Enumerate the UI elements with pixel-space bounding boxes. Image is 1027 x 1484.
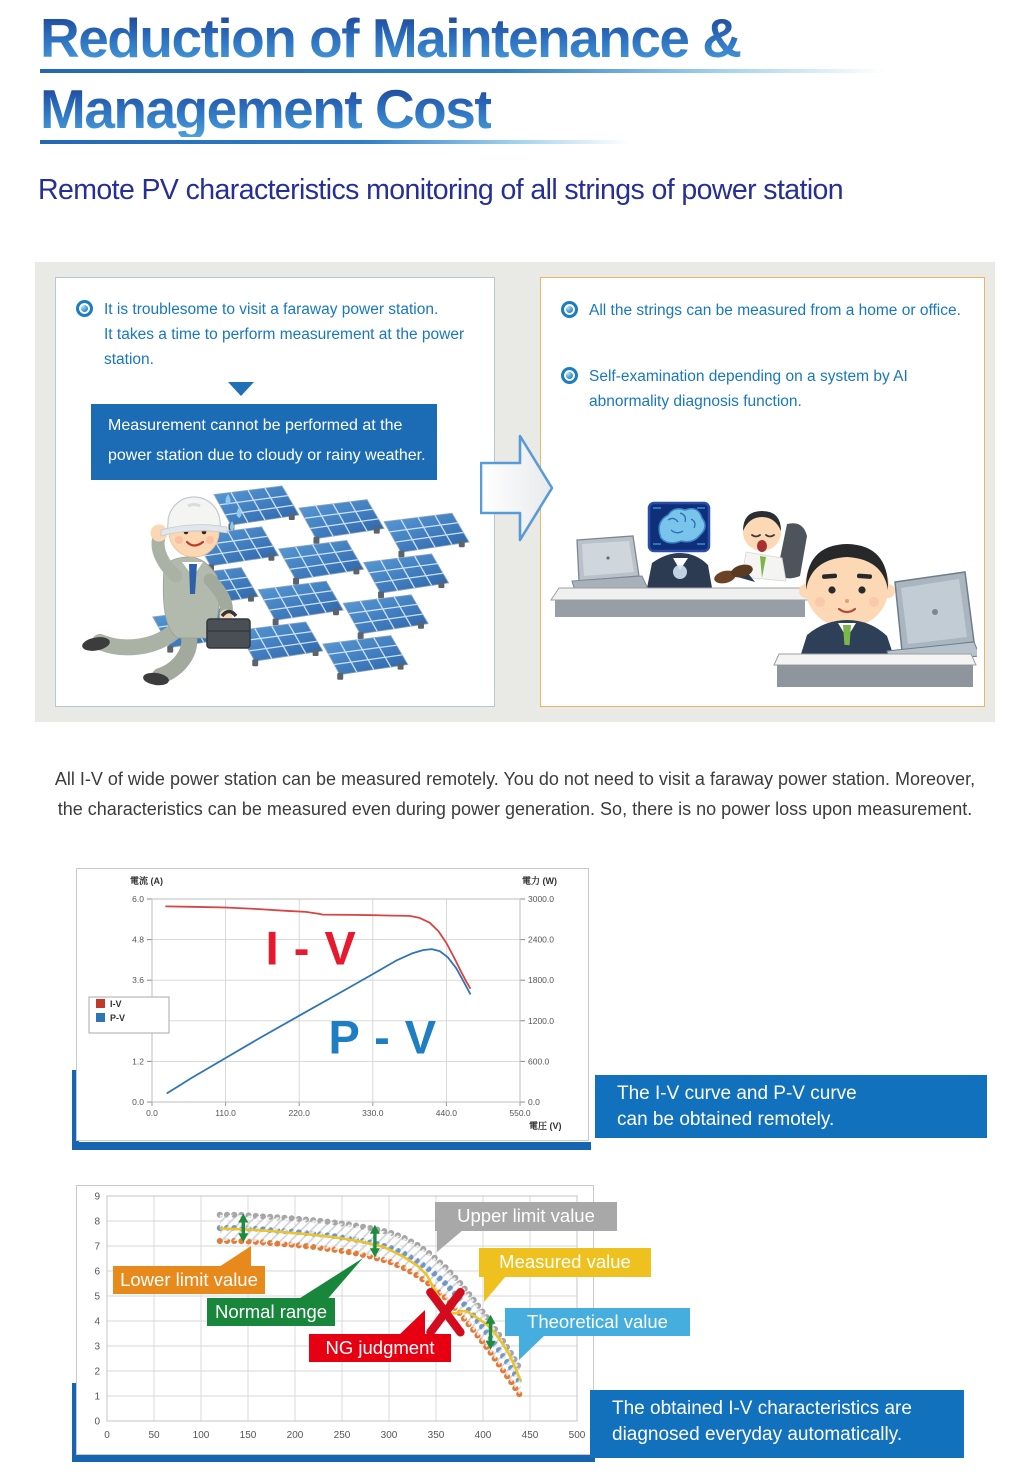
page-title-line2: Management Cost [40, 78, 492, 140]
remote-monitoring-illustration [549, 448, 977, 700]
svg-text:I - V: I - V [265, 921, 357, 975]
svg-text:1: 1 [94, 1391, 100, 1403]
iv-pv-chart [77, 869, 588, 1140]
svg-text:0: 0 [104, 1430, 110, 1441]
callout-theoretical-value: Theoretical value [505, 1308, 690, 1336]
chart1-caption [595, 1075, 987, 1138]
sweat-drops [226, 494, 242, 531]
svg-text:1800.0: 1800.0 [528, 975, 554, 986]
svg-text:220.0: 220.0 [288, 1108, 310, 1118]
svg-text:100: 100 [192, 1430, 210, 1441]
problem-bullet-text [104, 297, 480, 372]
svg-text:7: 7 [94, 1241, 100, 1253]
svg-text:電力 (W): 電力 (W) [522, 876, 557, 886]
sphere-bullet-icon [561, 301, 578, 318]
svg-text:3000.0: 3000.0 [528, 894, 554, 904]
svg-text:0.0: 0.0 [528, 1097, 540, 1107]
chart1-caption-line1: The I-V curve and P-V curve [617, 1083, 857, 1104]
intro-paragraph: All I-V of wide power station can be measured remotely. You do not need to visit a faraway power station. Moreover, the characteristics can be measured even during power generation. So, there is no power loss upon measurement. [54, 769, 976, 819]
svg-text:P - V: P - V [328, 1010, 438, 1064]
chart2-caption-line1: The obtained I-V characteristics are [612, 1398, 912, 1419]
diagnosis-chart-block [72, 1185, 987, 1467]
svg-text:0.0: 0.0 [132, 1097, 144, 1107]
svg-text:電流 (A): 電流 (A) [130, 876, 163, 886]
svg-text:0.0: 0.0 [146, 1108, 158, 1118]
problem-highlight-box [91, 404, 437, 480]
problem-bullet-line2: It takes a time to perform measurement at the power station. [104, 326, 465, 368]
chart1-caption-line2: can be obtained remotely. [617, 1109, 835, 1130]
solar-engineer-illustration [62, 452, 488, 702]
svg-text:I-V: I-V [110, 999, 122, 1009]
svg-text:1200.0: 1200.0 [528, 1015, 554, 1026]
callout-normal-range: Normal range [207, 1298, 335, 1326]
svg-text:0: 0 [94, 1416, 100, 1428]
callout-measured-value: Measured value [479, 1248, 651, 1277]
callout-ng-judgment: NG judgment [309, 1334, 451, 1362]
svg-text:5: 5 [94, 1291, 100, 1303]
svg-text:440.0: 440.0 [435, 1108, 458, 1118]
diagnosis-chart-panel [76, 1185, 668, 1455]
benefit-bullet-2-text: Self-examination depending on a system by AI abnormality diagnosis function. [589, 368, 908, 410]
svg-text:2: 2 [94, 1366, 100, 1378]
benefit-box [540, 277, 985, 707]
title-underline [40, 69, 885, 73]
svg-text:550.0: 550.0 [509, 1108, 531, 1118]
svg-text:6: 6 [94, 1266, 100, 1278]
problem-bullet [56, 297, 494, 372]
svg-text:1.2: 1.2 [132, 1056, 144, 1067]
svg-text:9: 9 [94, 1191, 100, 1203]
worker-at-laptop [774, 544, 977, 687]
benefit-bullet-2 [541, 364, 984, 414]
svg-text:50: 50 [148, 1430, 160, 1441]
svg-text:600.0: 600.0 [528, 1056, 550, 1067]
running-engineer [81, 494, 250, 687]
solar-panel-array [153, 486, 469, 680]
svg-text:3.6: 3.6 [132, 975, 144, 986]
sphere-bullet-icon [76, 300, 93, 317]
svg-text:110.0: 110.0 [215, 1108, 236, 1118]
svg-text:6.0: 6.0 [132, 894, 144, 904]
page-subtitle: Remote PV characteristics monitoring of all strings of power station [38, 174, 844, 206]
problem-box [55, 277, 495, 707]
svg-text:300: 300 [380, 1430, 398, 1441]
page-header [40, 7, 1000, 152]
svg-text:350: 350 [427, 1430, 445, 1441]
comparison-panel [35, 262, 995, 722]
sphere-bullet-icon [561, 367, 578, 384]
chart2-caption-line2: diagnosed everyday automatically. [612, 1424, 903, 1445]
iv-pv-chart-block [72, 868, 987, 1150]
svg-text:400: 400 [474, 1430, 492, 1441]
svg-text:P-V: P-V [110, 1013, 126, 1023]
svg-text:3: 3 [94, 1341, 100, 1353]
ai-desk-scene [551, 503, 809, 617]
svg-text:150: 150 [239, 1430, 257, 1441]
svg-text:250: 250 [333, 1430, 351, 1441]
callout-lower-limit: Lower limit value [113, 1266, 265, 1294]
benefit-bullet-1-text: All the strings can be measured from a home or office. [589, 302, 961, 319]
svg-text:8: 8 [94, 1216, 100, 1228]
svg-text:200: 200 [286, 1430, 304, 1441]
title-underline [40, 140, 630, 144]
svg-text:電圧 (V): 電圧 (V) [529, 1121, 562, 1131]
iv-pv-chart-panel [76, 868, 589, 1141]
svg-text:330.0: 330.0 [362, 1108, 384, 1118]
svg-text:4: 4 [94, 1316, 100, 1328]
page-title-line1: Reduction of Maintenance & [40, 7, 741, 69]
highlight-line2: power station due to cloudy or rainy weather. [108, 447, 426, 464]
svg-text:2400.0: 2400.0 [528, 934, 554, 945]
callout-upper-limit: Upper limit value [435, 1202, 617, 1231]
svg-text:4.8: 4.8 [132, 934, 144, 945]
block-arrow-right-icon [480, 432, 556, 544]
svg-text:450: 450 [521, 1430, 539, 1441]
triangle-down-icon [228, 382, 254, 396]
svg-text:500: 500 [568, 1430, 586, 1441]
problem-bullet-line1: It is troublesome to visit a faraway power station. [104, 301, 439, 318]
highlight-line1: Measurement cannot be performed at the [108, 417, 403, 434]
chart2-caption [590, 1390, 964, 1458]
benefit-bullet-1 [541, 298, 984, 323]
